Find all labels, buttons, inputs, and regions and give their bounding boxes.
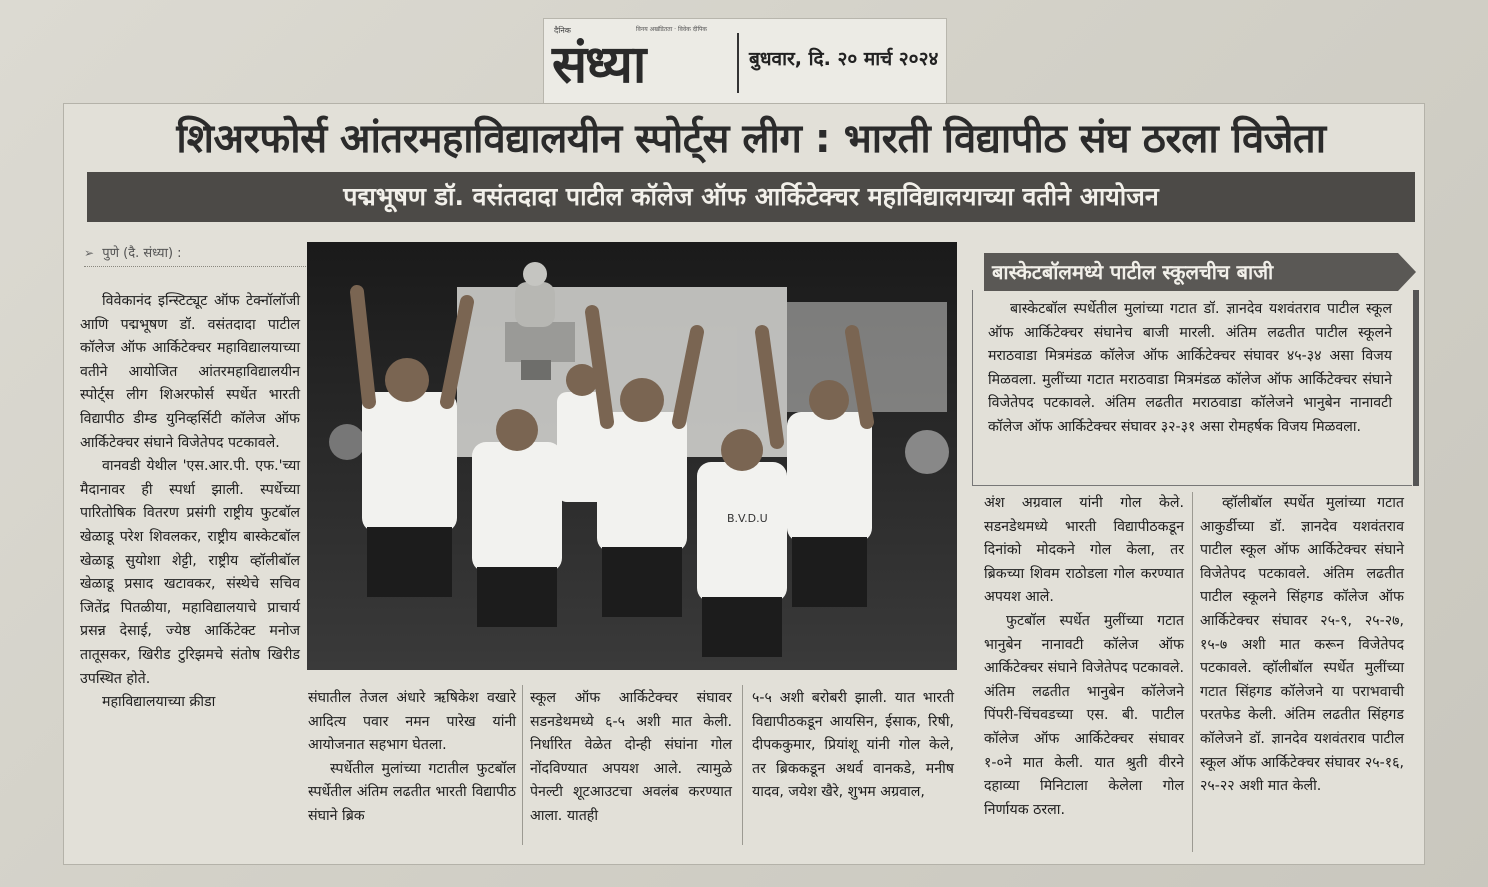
issue-date: बुधवार, दि. २० मार्च २०२४ bbox=[749, 48, 939, 70]
dateline bbox=[84, 240, 310, 267]
paragraph: संघातील तेजल अंधारे ऋषिकेश वखारे आदित्य पवार नमन पारेख यांनी आयोजनात सहभाग घेतला. bbox=[308, 690, 516, 754]
paragraph: स्कूल ऑफ आर्किटेक्चर संघावर सडनडेथमध्ये ६-५ अशी मात केली. निर्धारित वेळेत दोन्ही संघांना गोल नोंदविण्यात अपयश आले. त्यामुळे पेनल्टी शूटआउटचा अवलंब करण्यात आला. यातही bbox=[530, 690, 732, 824]
paragraph: अंश अग्रवाल यांनी गोल केले. सडनडेथमध्ये भारती विद्यापीठकडून दिनांको मोदकने गोल केला, तर ब्रिकच्या शिवम राठोडला गोल करण्यात अपयश आले. bbox=[984, 495, 1184, 606]
column-divider bbox=[742, 685, 743, 845]
sidebar-heading: बास्केटबॉलमध्ये पाटील स्कूलचीच बाजी bbox=[984, 253, 1398, 291]
article-column-1 bbox=[80, 290, 300, 715]
masthead-tag: दैनिक bbox=[554, 26, 571, 35]
dateline-text: पुणे (दै. संध्या) : bbox=[102, 246, 182, 261]
paragraph: विवेकानंद इन्स्टिट्यूट ऑफ टेक्नॉलॉजी आणि पद्मभूषण डॉ. वसंतदादा पाटील कॉलेज ऑफ आर्किटेक्चर महाविद्यालयाच्या वतीने आयोजित आंतरमहाविद्यालयीन स्पोर्ट्स लीग शिअरफोर्स स्पर्धेत भारती विद्यापीठ डीम्ड युनिव्हर्सिटी कॉलेज ऑफ आर्किटेक्चर संघाने विजेतेपद पटकावले. bbox=[80, 293, 300, 451]
paragraph: वानवडी येथील 'एस.आर.पी. एफ.'च्या मैदानावर ही स्पर्धा झाली. स्पर्धेच्या पारितोषिक वितरण प्रसंगी राष्ट्रीय फुटबॉल खेळाडू परेश शिवलकर, राष्ट्रीय बास्केटबॉल खेळाडू सुयोशा शेट्टी, राष्ट्रीय व्हॉलीबॉल खेळाडू प्रसाद खटावकर, संस्थेचे सचिव जितेंद्र पितळीया, महाविद्यालयाचे प्राचार्य प्रसन्न देसाई, ज्येष्ठ आर्किटेक्ट मनोज तातूसकर, खिरीड टुरिझमचे संतोष खिरीड उपस्थित होते. bbox=[80, 458, 300, 687]
newspaper-logo: संध्या bbox=[552, 34, 645, 95]
article-column-3 bbox=[530, 687, 732, 829]
jersey-text: B.V.D.U bbox=[727, 512, 768, 525]
masthead bbox=[543, 18, 947, 104]
masthead-divider bbox=[737, 33, 739, 93]
team-photo bbox=[307, 242, 957, 670]
paragraph: व्हॉलीबॉल स्पर्धेत मुलांच्या गटात आकुर्डीच्या डॉ. ज्ञानदेव यशवंतराव पाटील स्कूल ऑफ आर्किटेक्चर संघाने विजेतेपद पटकावले. अंतिम लढतीत पाटील स्कूलने सिंहगड कॉलेज ऑफ आर्किटेक्चर संघावर २५-९, २५-२७, १५-७ अशी मात करून विजेतेपद पटकावले. व्हॉलीबॉल स्पर्धेत मुलींच्या गटात सिंहगड कॉलेजने या पराभवाची परतफेड केली. अंतिम लढतीत सिंहगड कॉलेजने डॉ. ज्ञानदेव यशवंतराव पाटील स्कूल ऑफ आर्किटेक्चर संघावर २५-१६, २५-२२ अशी मात केली. bbox=[1200, 495, 1404, 795]
masthead-tagline: विनय अखंडितता · विवेक दीपिक bbox=[636, 26, 708, 33]
column-divider bbox=[1192, 492, 1193, 852]
subheadline: पद्मभूषण डॉ. वसंतदादा पाटील कॉलेज ऑफ आर्किटेक्चर महाविद्यालयाच्या वतीने आयोजन bbox=[87, 172, 1415, 222]
headline: शिअरफोर्स आंतरमहाविद्यालयीन स्पोर्ट्स लीग : भारती विद्यापीठ संघ ठरला विजेता bbox=[176, 116, 1326, 162]
article-column-2 bbox=[308, 687, 516, 829]
article-column-4 bbox=[752, 687, 954, 805]
paragraph: ५-५ अशी बरोबरी झाली. यात भारती विद्यापीठकडून आयसिन, ईसाक, रिषी, दीपककुमार, प्रियांशू यांनी गोल केले, तर ब्रिककडून अथर्व वानकडे, मनीष यादव, जयेश खैरे, शुभम अग्रवाल, bbox=[752, 690, 954, 801]
sidebar-paragraph: बास्केटबॉल स्पर्धेतील मुलांच्या गटात डॉ. ज्ञानदेव यशवंतराव पाटील स्कूल ऑफ आर्किटेक्चर संघानेच बाजी मारली. अंतिम लढतीत पाटील स्कूलने मराठवाडा मित्रमंडळ कॉलेज ऑफ आर्किटेक्चर संघावर ४५-३४ असा विजय मिळवला. मुलींच्या गटात मराठवाडा मित्रमंडळ कॉलेज ऑफ आर्किटेक्चर संघाने विजेतेपद पटकावले. अंतिम लढतीत मराठवाडा कॉलेजने भानुबेन नानावटी कॉलेज ऑफ आर्किटेक्चर संघावर ३२-३१ असा रोमहर्षक विजय मिळवला. bbox=[988, 301, 1392, 435]
paragraph: स्पर्धेतील मुलांच्या गटातील फुटबॉल स्पर्धेतील अंतिम लढतीत भारती विद्यापीठ संघाने ब्रिक bbox=[308, 760, 516, 824]
arrow-icon: ➢ bbox=[84, 246, 95, 260]
paragraph: फुटबॉल स्पर्धेत मुलींच्या गटात भानुबेन नानावटी कॉलेज ऑफ आर्किटेक्चर संघाने विजेतेपद पटकावले. अंतिम लढतीत भानुबेन कॉलेजने पिंपरी-चिंचवडच्या एस. बी. पाटील कॉलेज ऑफ आर्किटेक्चर संघावर १-०ने मात केली. यात श्रुती वीरने दहाव्या मिनिटाला केलेला गोल निर्णायक ठरला. bbox=[984, 612, 1184, 818]
article-column-6 bbox=[1200, 492, 1404, 799]
article-column-5 bbox=[984, 492, 1184, 822]
sidebar-divider bbox=[972, 485, 1412, 486]
paragraph: महाविद्यालयाच्या क्रीडा bbox=[102, 694, 216, 711]
column-divider bbox=[522, 685, 523, 845]
sidebar-body bbox=[988, 298, 1392, 440]
team-photo-illustration bbox=[307, 242, 957, 670]
